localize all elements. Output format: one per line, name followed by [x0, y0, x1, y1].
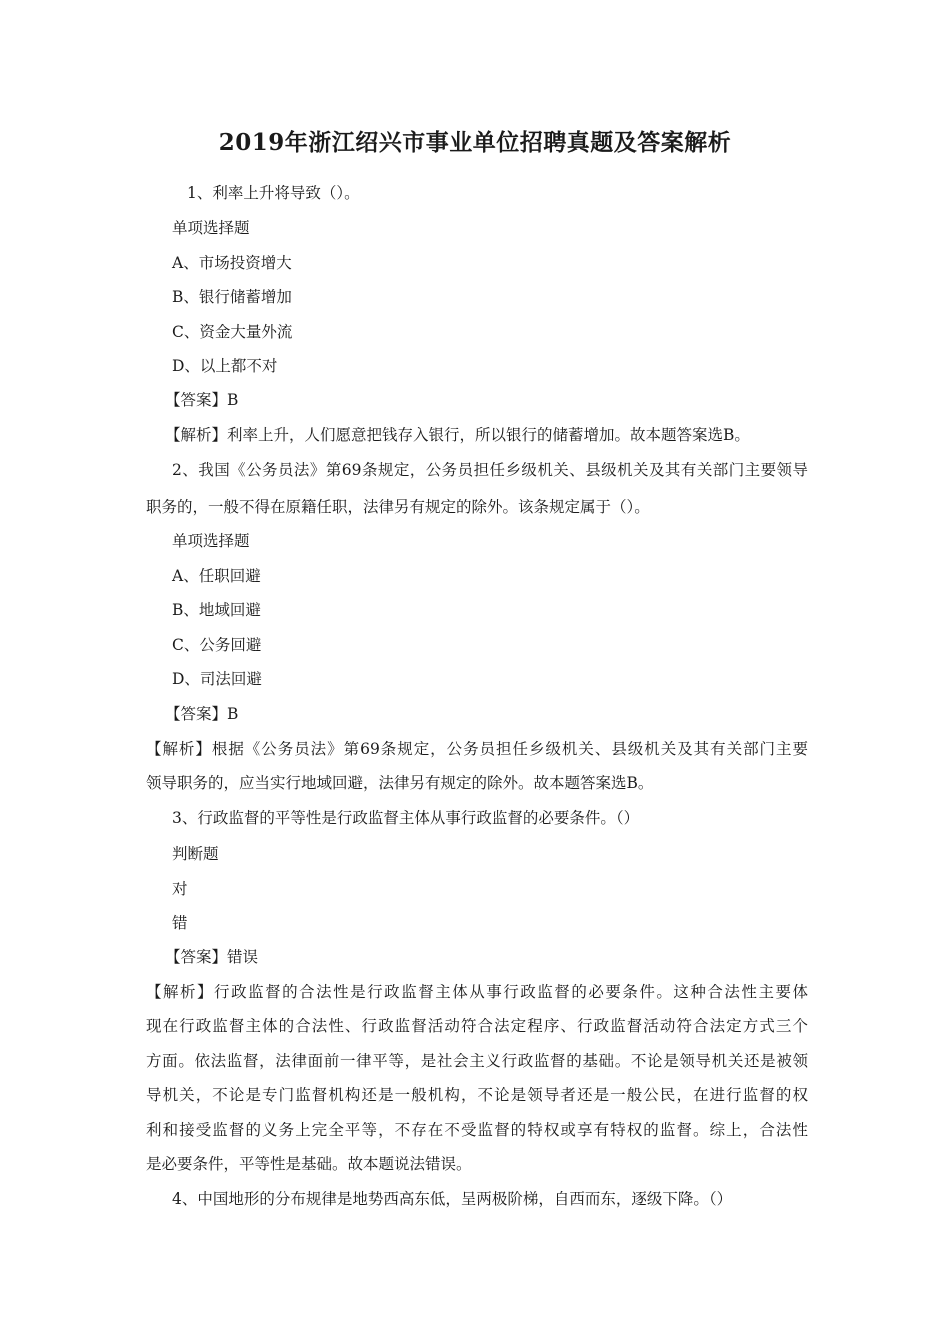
- q1-option-c: C、资金大量外流: [172, 323, 293, 341]
- q1-answer: 【答案】B: [165, 391, 239, 409]
- q1-option-b: B、银行储蓄增加: [172, 288, 292, 306]
- q2-stem-line-2: 职务的，一般不得在原籍任职，法律另有规定的除外。该条规定属于（）。: [146, 498, 650, 516]
- q1-stem: 1、利率上升将导致（）。: [187, 184, 360, 202]
- q3-option-true: 对: [172, 880, 188, 898]
- q4-stem: 4、中国地形的分布规律是地势西高东低，呈两极阶梯，自西而东，逐级下降。（）: [172, 1190, 733, 1208]
- q2-analysis-line-2: 领导职务的，应当实行地域回避，法律另有规定的除外。故本题答案选B。: [146, 774, 654, 792]
- q2-option-d: D、司法回避: [172, 670, 262, 688]
- q3-stem: 3、行政监督的平等性是行政监督主体从事行政监督的必要条件。（）: [172, 809, 640, 827]
- q1-option-a: A、市场投资增大: [172, 254, 292, 272]
- q3-answer: 【答案】错误: [165, 948, 259, 966]
- q3-option-false: 错: [172, 914, 188, 932]
- q3-analysis-line-5: 利和接受监督的义务上完全平等，不存在不受监督的特权或享有特权的监督。综上，合法性: [146, 1121, 808, 1139]
- q2-type: 单项选择题: [172, 532, 250, 550]
- q3-analysis-line-1: 【解析】行政监督的合法性是行政监督主体从事行政监督的必要条件。这种合法性主要体: [146, 983, 808, 1001]
- q3-analysis-line-4: 导机关，不论是专门监督机构还是一般机构，不论是领导者还是一般公民，在进行监督的权: [146, 1086, 808, 1104]
- q2-option-a: A、任职回避: [172, 567, 261, 585]
- q1-analysis: 【解析】利率上升，人们愿意把钱存入银行，所以银行的储蓄增加。故本题答案选B。: [165, 426, 750, 444]
- q2-answer: 【答案】B: [165, 705, 239, 723]
- q3-analysis-line-2: 现在行政监督主体的合法性、行政监督活动符合法定程序、行政监督活动符合法定方式三个: [146, 1017, 808, 1035]
- q2-option-b: B、地域回避: [172, 601, 261, 619]
- q3-analysis-line-6: 是必要条件，平等性是基础。故本题说法错误。: [146, 1155, 472, 1173]
- q2-option-c: C、公务回避: [172, 636, 262, 654]
- document-title: 2019年浙江绍兴市事业单位招聘真题及答案解析: [218, 129, 732, 156]
- q1-type: 单项选择题: [172, 219, 250, 237]
- q3-type: 判断题: [172, 845, 219, 863]
- q2-stem-line-1: 2、我国《公务员法》第69条规定，公务员担任乡级机关、县级机关及其有关部门主要领导: [172, 461, 808, 479]
- q2-analysis-line-1: 【解析】根据《公务员法》第69条规定，公务员担任乡级机关、县级机关及其有关部门主要: [146, 740, 808, 758]
- q3-analysis-line-3: 方面。依法监督，法律面前一律平等，是社会主义行政监督的基础。不论是领导机关还是被领: [146, 1052, 808, 1070]
- q1-option-d: D、以上都不对: [172, 357, 278, 375]
